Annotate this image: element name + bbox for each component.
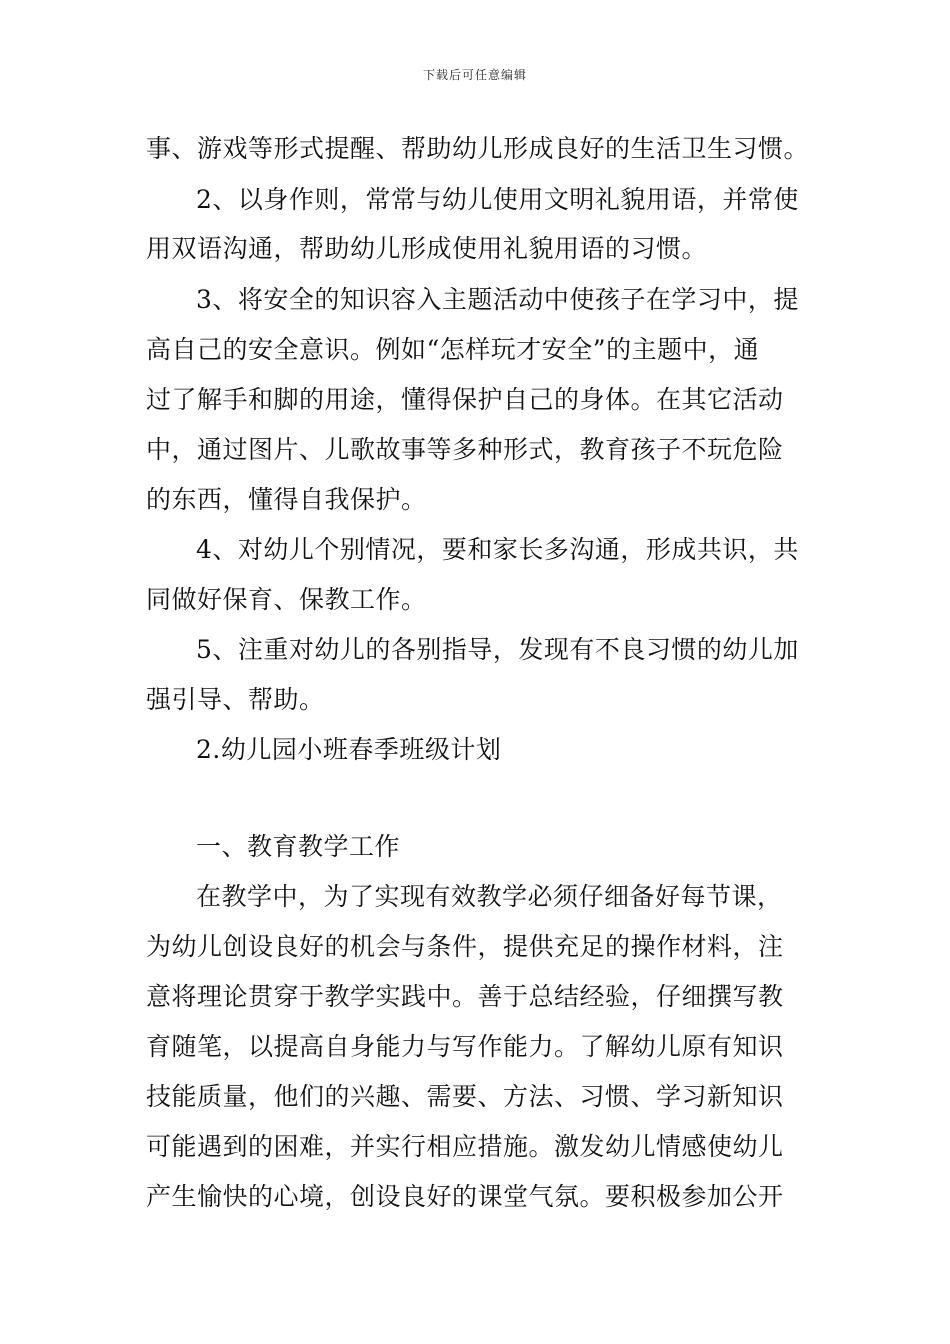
text-line: 为幼儿创设良好的机会与条件，提供充足的操作材料，注 <box>146 932 784 961</box>
text-line: 5、注重对幼儿的各别指导，发现有不良习惯的幼儿加 <box>196 635 799 664</box>
text-line: 可能遇到的困难，并实行相应措施。激发幼儿情感使幼儿 <box>146 1132 784 1161</box>
text-line: 意将理论贯穿于教学实践中。善于总结经验，仔细撰写教 <box>146 982 784 1011</box>
header-note: 下载后可任意编辑 <box>422 68 527 82</box>
section-title: 2.幼儿园小班春季班级计划 <box>196 735 502 764</box>
text-line: 的东西，懂得自我保护。 <box>146 485 427 514</box>
text-line: 同做好保育、保教工作。 <box>146 585 427 614</box>
text-line: 过了解手和脚的用途，懂得保护自己的身体。在其它活动 <box>146 385 784 414</box>
text-line: 2、以身作则，常常与幼儿使用文明礼貌用语，并常使 <box>196 185 799 214</box>
text-line: 中，通过图片、儿歌故事等多种形式，教育孩子不玩危险 <box>146 435 784 464</box>
text-line: 事、游戏等形式提醒、帮助幼儿形成良好的生活卫生习惯。 <box>146 134 810 163</box>
text-line: 3、将安全的知识容入主题活动中使孩子在学习中，提 <box>196 285 799 314</box>
text-line: 产生愉快的心境，创设良好的课堂气氛。要积极参加公开 <box>146 1182 784 1211</box>
text-line: 强引导、帮助。 <box>146 685 325 714</box>
section-heading: 一、教育教学工作 <box>196 832 401 861</box>
text-line: 高自己的安全意识。例如“怎样玩才安全”的主题中，通 <box>146 335 760 364</box>
text-line: 4、对幼儿个别情况，要和家长多沟通，形成共识，共 <box>196 535 799 564</box>
text-line: 育随笔，以提高自身能力与写作能力。了解幼儿原有知识 <box>146 1032 784 1061</box>
text-line: 在教学中，为了实现有效教学必须仔细备好每节课， <box>196 882 783 911</box>
text-line: 用双语沟通，帮助幼儿形成使用礼貌用语的习惯。 <box>146 234 708 263</box>
text-line: 技能质量，他们的兴趣、需要、方法、习惯、学习新知识 <box>146 1082 784 1111</box>
